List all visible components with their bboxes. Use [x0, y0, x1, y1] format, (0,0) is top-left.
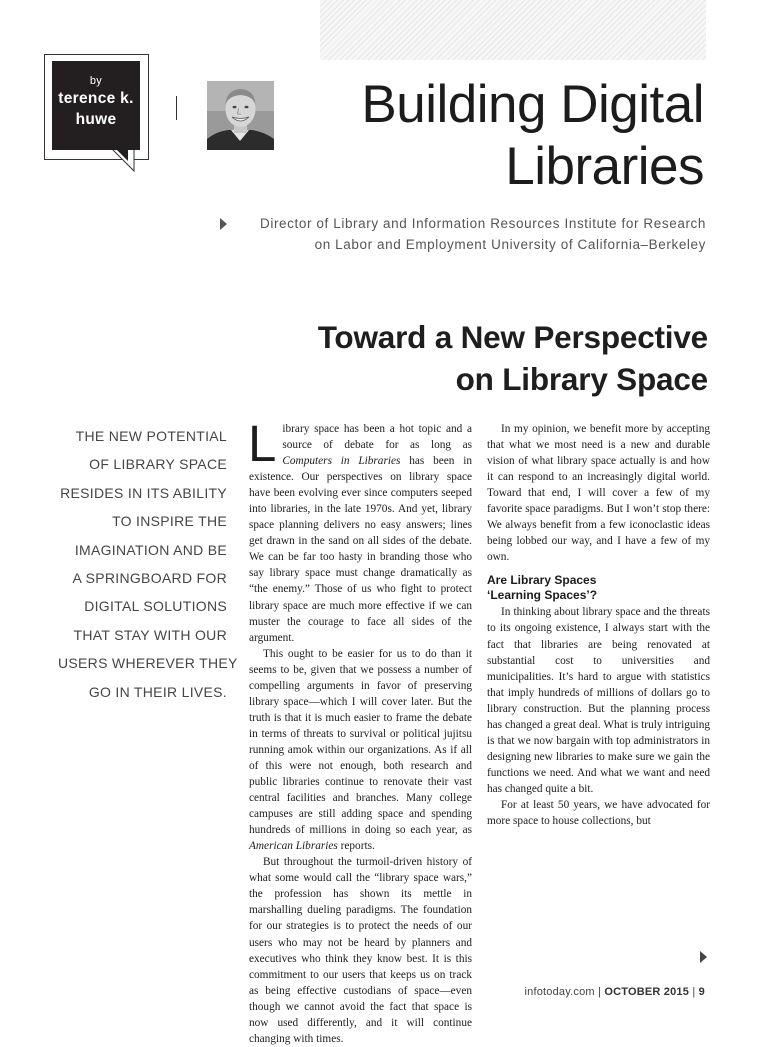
- pull-quote-line: A SPRINGBOARD FOR: [72, 570, 227, 587]
- paragraph-2-text-b: reports.: [337, 840, 375, 853]
- article-title-line1: Toward a New Perspective: [317, 319, 708, 355]
- paragraph-1-text-a: ibrary space has been a hot topic and a source of debate for as long as: [282, 423, 472, 452]
- pull-quote-line: RESIDES IN ITS ABILITY: [60, 484, 227, 501]
- pull-quote-line: THE NEW POTENTIAL: [75, 428, 227, 444]
- vertical-divider: [176, 96, 177, 120]
- column-title-line2: Libraries: [505, 137, 704, 196]
- pull-quote-line: IMAGINATION AND BE: [74, 541, 227, 558]
- author-portrait-illustration: [207, 81, 274, 150]
- pull-quote-line: THAT STAY WITH OUR: [73, 626, 227, 643]
- paragraph-3: But throughout the turmoil-driven history of what some would call the “library space wars,” the profession has shown its mettle in marshalling dueling paradigms. The foundation for our strategies is to protect the needs of our users who may not be heard by planners and executives who think they know best. It is this commitment to our users that keeps us on track as being effective custodians of space—even though we cannot avoid the fact that space is now used differently, and it will continue changing with times.: [249, 856, 472, 1045]
- pull-quote-line: GO IN THEIR LIVES.: [88, 683, 227, 700]
- paragraph-1-italic: Computers in Libraries: [282, 455, 401, 468]
- byline-badge: [52, 61, 140, 150]
- byline-by: by: [89, 75, 103, 87]
- paragraph-1: [248, 415, 472, 646]
- paragraph-6: For at least 50 years, we have advocated for more space to house collections, but: [487, 798, 710, 828]
- author-name-line1: terence k.: [58, 90, 134, 107]
- paragraph-1-text-b: has been in existence. Our perspectives on library space have been evolving ever since computers seeped into libraries, in the late 1970s. And yet, library space planning delivers no easy answers; lines get drawn in the sand on all sides of the debate. We can be far too hasty in branding those who say library space must change dramatically as “the enemy.” Those of us who fight to protect library space are much more effective if we can muster the courage to face all sides of the argument.: [249, 455, 472, 644]
- author-name-line2: huwe: [75, 111, 117, 128]
- column-title-line1: Building Digital: [361, 75, 704, 134]
- footer-issue: OCTOBER 2015: [604, 986, 690, 998]
- subhead-line1: Are Library Spaces: [487, 573, 597, 588]
- pull-quote-line: OF LIBRARY SPACE: [89, 456, 227, 473]
- byline-speech-tail: [106, 146, 136, 174]
- paragraph-5: In thinking about library space and the threats to its ongoing existence, I always start with the fact that libraries are being renovated at substantial cost to universities and municipalities. It’s hard to argue with statistics that imply hundreds of millions of dollars go to library construction. But the planning process has changed a great deal. What is truly intriguing is that we now bargain with top administrators in designing new libraries to make sure we gain the functions we need. And what we want and need has changed quite a bit.: [487, 606, 710, 795]
- pull-quote-line: DIGITAL SOLUTIONS: [84, 598, 227, 615]
- paragraph-2-italic: American Libraries: [249, 840, 338, 853]
- bullet-triangle-icon: [220, 218, 227, 230]
- column-title: [290, 74, 704, 198]
- page-footer: [400, 986, 705, 998]
- section-subhead: [487, 573, 710, 603]
- header-hatch-band: [320, 0, 706, 60]
- author-photo: [207, 81, 274, 150]
- pull-quote: [58, 422, 238, 706]
- drop-cap: L: [248, 415, 277, 472]
- footer-site: infotoday.com: [524, 986, 595, 998]
- pull-quote-line: USERS WHEREVER THEY: [58, 655, 238, 672]
- affiliation-line2: on Labor and Employment University of California–Berkeley: [314, 237, 706, 252]
- article-title: [250, 316, 708, 400]
- footer-separator: |: [692, 986, 696, 998]
- body-column-2: [487, 421, 710, 829]
- paragraph-4: In my opinion, we benefit more by accepting that what we most need is a new and durable vision of what library space actually is and how it can respond to an increasingly digital world. Toward that end, I will cover a few of my favorite space paradigms. But I won’t stop there: We always benefit from a few iconoclastic ideas being lobbed our way, and I have a few of my own.: [487, 423, 710, 564]
- page-number: 9: [698, 986, 705, 998]
- subhead-line2: ‘Learning Spaces’?: [487, 588, 598, 603]
- author-affiliation: [214, 213, 706, 255]
- article-title-line2: on Library Space: [455, 361, 708, 397]
- affiliation-line1: Director of Library and Information Resources Institute for Research: [260, 216, 706, 231]
- pull-quote-line: TO INSPIRE THE: [112, 513, 227, 530]
- paragraph-2: [249, 646, 472, 855]
- continue-arrow-icon: [700, 951, 707, 963]
- footer-separator: |: [598, 986, 602, 998]
- paragraph-2-text-a: This ought to be easier for us to do than it seems to be, given that we possess a number of compelling arguments in favor of preserving library space—which I will cover later. But the truth is that it is much easier to frame the debate in terms of threats to survival or political jujitsu running amok within our organizations. As if all of this were not enough, both research and public libraries continue to renovate their vast central facilities and branches. Many college campuses are still adding space and spending hundreds of millions in doing so each year, as: [249, 647, 472, 837]
- body-column-1: [248, 415, 472, 1047]
